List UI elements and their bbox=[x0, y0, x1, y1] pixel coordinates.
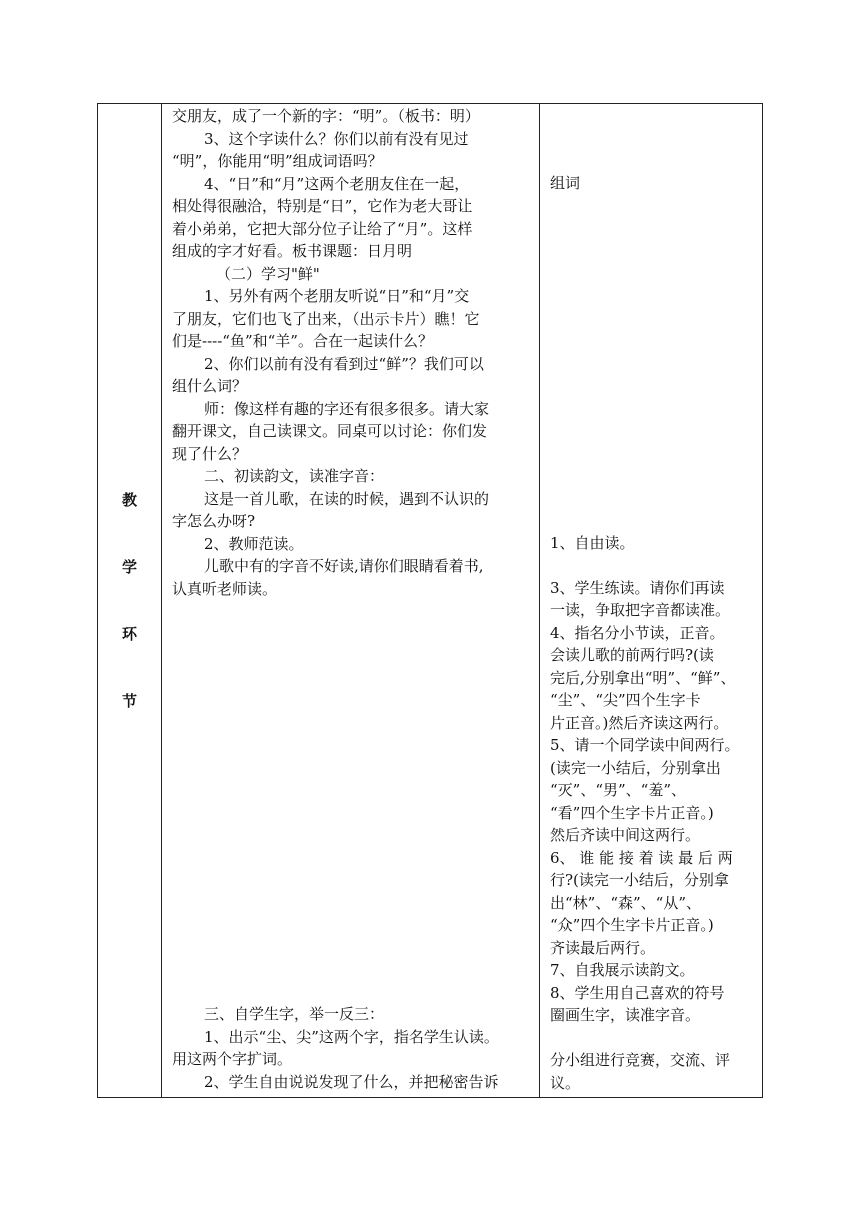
text-line: 2、教师范读。 bbox=[204, 534, 304, 553]
text-line: 师：像这样有趣的字还有很多很多。请大家 bbox=[204, 399, 490, 418]
text-line: 2、你们以前有没有看到过“鲜”？我们可以 bbox=[204, 354, 484, 373]
text-line: 出“林”、“森”、“从”、 bbox=[550, 893, 702, 912]
blank-line bbox=[550, 554, 756, 577]
section-label-char: 教 bbox=[121, 490, 137, 509]
text-line: 1、自由读。 bbox=[550, 533, 635, 552]
lesson-plan-table bbox=[97, 103, 763, 1098]
text-line: “灭”、“男”、“羞”、 bbox=[550, 781, 687, 799]
text-line: （二）学习"鲜" bbox=[216, 264, 320, 283]
teacher-activity-cell bbox=[162, 104, 540, 1098]
text-line: 儿歌中有的字音不好读,请你们眼睛看着书, bbox=[204, 557, 484, 575]
text-line: 圈画生字，读准字音。 bbox=[550, 1006, 701, 1024]
blank-space bbox=[172, 600, 531, 1003]
text-line: “明”，你能用“明”组成词语吗？ bbox=[172, 152, 383, 170]
text-line: 6、 谁 能 接 着 读 最 后 两 bbox=[550, 848, 733, 867]
text-line: 1、另外有两个老朋友听说“日”和“月”交 bbox=[204, 287, 470, 305]
text-line: 议。 bbox=[550, 1073, 581, 1092]
text-line: 着小弟弟，它把大部分位子让给了“月”。这样 bbox=[172, 219, 473, 238]
text-line: 1、出示“尘、尖”这两个字，指名学生认读。 bbox=[204, 1027, 499, 1046]
text-line: 3、这个字读什么？你们以前有没有见过 bbox=[204, 129, 469, 148]
text-line: 5、请一个同学读中间两行。 bbox=[550, 736, 740, 754]
text-line: 一读，争取把字音都读准。 bbox=[550, 601, 731, 619]
text-line: (读完一小结后，分别拿出 bbox=[550, 758, 721, 777]
text-line: 4、“日”和“月”这两个老朋友住在一起， bbox=[204, 174, 470, 193]
text-line: 们是----“鱼”和“羊”。合在一起读什么？ bbox=[172, 332, 433, 350]
text-line: 用这两个字扩词。 bbox=[172, 1050, 293, 1068]
text-line: 了朋友，它们也飞了出来，（出示卡片）瞧！它 bbox=[172, 309, 480, 328]
text-line: 三、自学生字，举一反三： bbox=[204, 1005, 385, 1023]
text-line: 7、自我展示读韵文。 bbox=[550, 961, 695, 979]
text-line: 二、初读韵文，读准字音： bbox=[204, 467, 385, 485]
section-label-char: 节 bbox=[121, 691, 137, 710]
text-line: 字怎么办呀? bbox=[172, 512, 256, 530]
section-label-char: 环 bbox=[121, 624, 137, 643]
text-line: 翻开课文，自己读课文。同桌可以讨论：你们发 bbox=[172, 422, 488, 440]
text-line: 认真听老师读。 bbox=[172, 579, 278, 598]
student-activity-cell bbox=[540, 104, 763, 1098]
text-line: 现了什么？ bbox=[172, 444, 248, 463]
text-line: 组成的字才好看。板书课题：日月明 bbox=[172, 242, 413, 260]
teacher-activity-text bbox=[172, 105, 531, 600]
blank-line bbox=[550, 1027, 756, 1050]
text-line: 2、学生自由说说发现了什么，并把秘密告诉 bbox=[204, 1072, 499, 1091]
student-activity-text bbox=[550, 532, 756, 1095]
text-line: 会读儿歌的前两行吗?(读 bbox=[550, 646, 714, 664]
text-line: 3、学生练读。请你们再读 bbox=[550, 578, 725, 597]
text-line: “众”四个生字卡片正音。) bbox=[550, 916, 714, 934]
text-line: 齐读最后两行。 bbox=[550, 938, 656, 957]
text-line: 相处得很融洽，特别是“日”，它作为老大哥让 bbox=[172, 197, 473, 215]
text-line: 完后,分别拿出“明”、“鲜”、 bbox=[550, 668, 736, 687]
text-line: 这是一首儿歌，在读的时候，遇到不认识的 bbox=[204, 489, 490, 508]
text-line: 片正音。)然后齐读这两行。 bbox=[550, 713, 729, 732]
note-group-words: 组词 bbox=[550, 174, 581, 192]
text-line: 交朋友，成了一个新的字：“明”。（板书：明） bbox=[172, 107, 480, 125]
text-line: 分小组进行竞赛，交流、评 bbox=[550, 1051, 731, 1069]
text-line: 组什么词？ bbox=[172, 377, 248, 395]
section-label-char: 学 bbox=[121, 557, 137, 576]
text-line: 8、学生用自己喜欢的符号 bbox=[550, 983, 725, 1002]
section-label-cell bbox=[98, 104, 162, 1098]
teacher-activity-bottom bbox=[172, 1003, 531, 1093]
text-line: “尘”、“尖”四个生字卡 bbox=[550, 691, 701, 709]
text-line: 4、指名分小节读，正音。 bbox=[550, 623, 725, 642]
text-line: “看”四个生字卡片正音。) bbox=[550, 803, 714, 822]
text-line: 行?(读完一小结后，分别拿 bbox=[550, 871, 729, 889]
text-line: 然后齐读中间这两行。 bbox=[550, 826, 701, 844]
